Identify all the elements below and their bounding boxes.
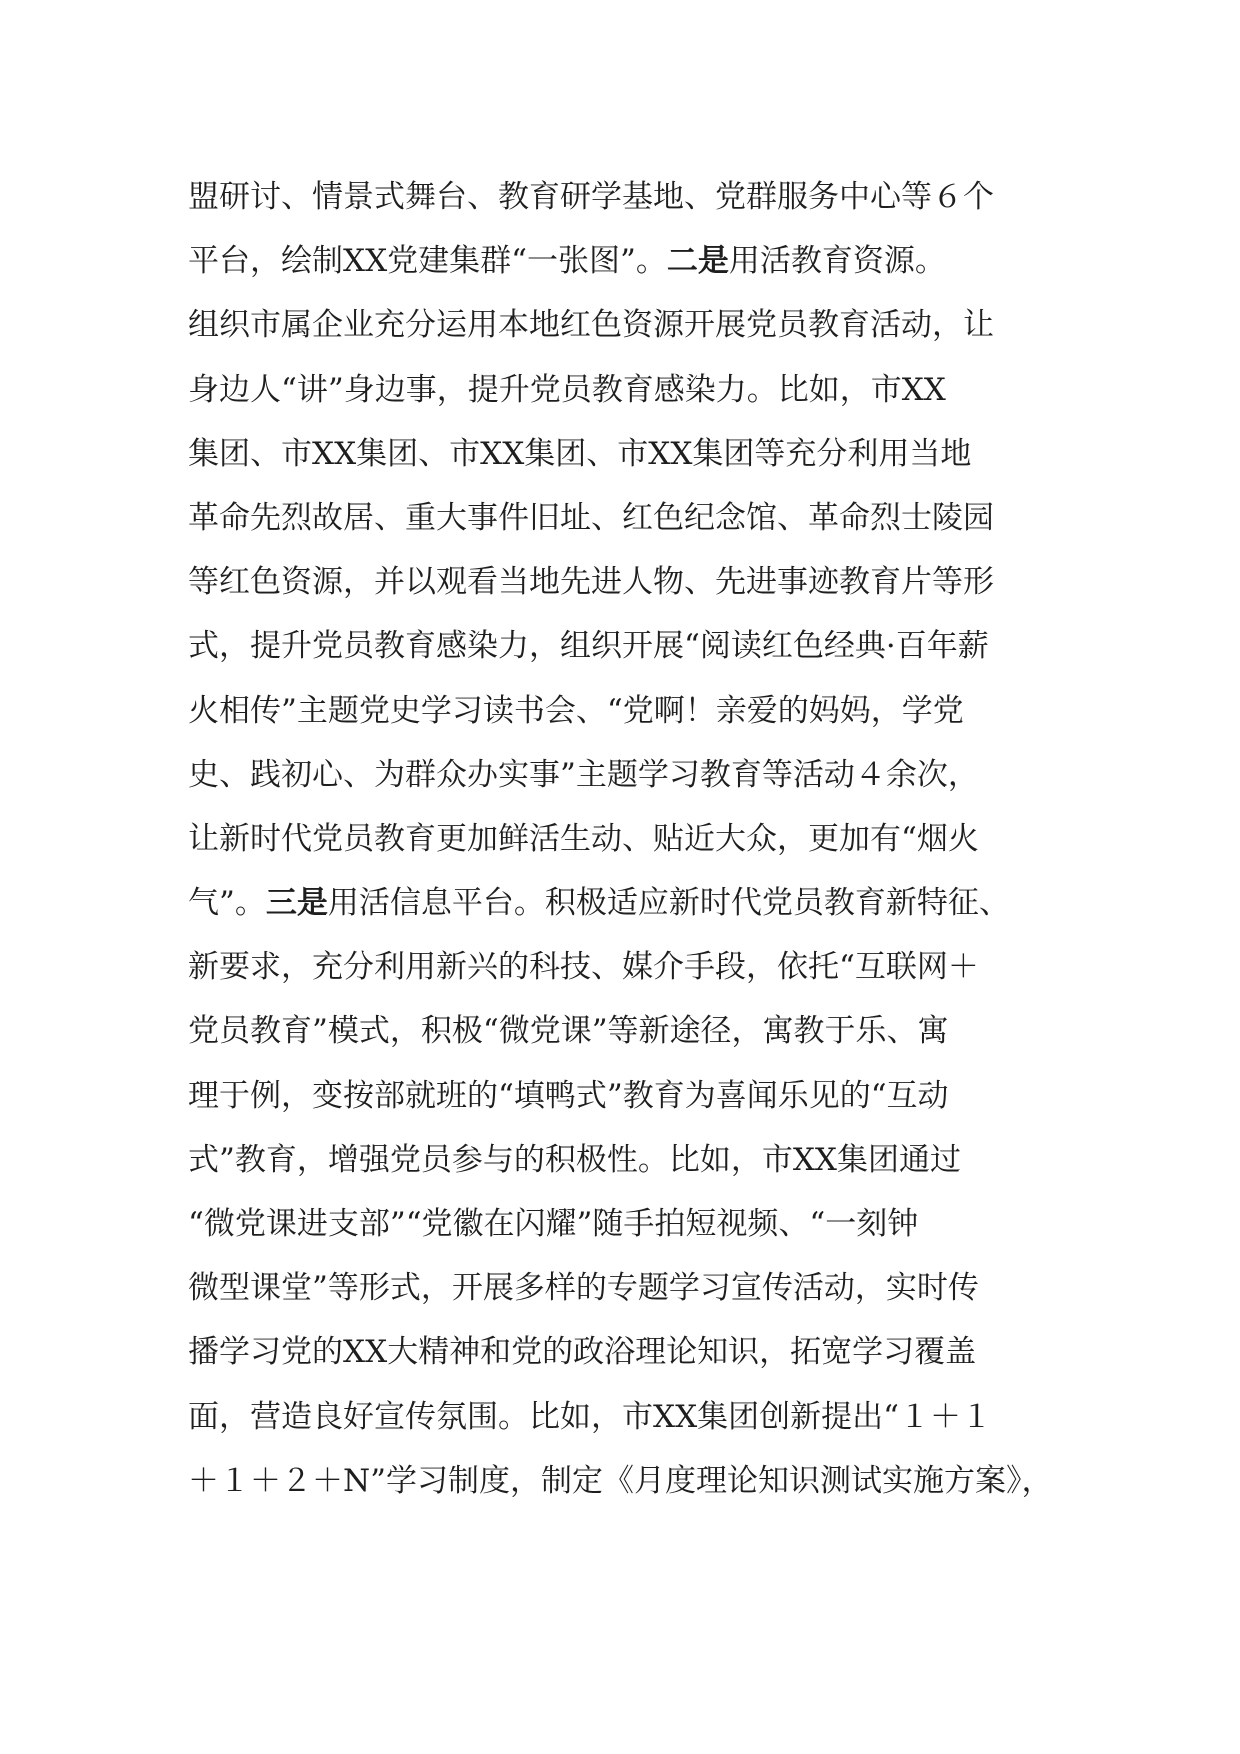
- text-run: 气”。: [188, 885, 266, 922]
- text-line: [188, 358, 1068, 422]
- text-line: [188, 679, 1068, 743]
- bold-text-run: 三是: [265, 885, 328, 922]
- text-line: [188, 229, 1068, 293]
- text-run: 盟研讨、情景式舞台、教育研学基地、党群服务中心等６个: [188, 179, 994, 215]
- text-line: [188, 807, 1068, 871]
- text-run: 用活教育资源。: [728, 243, 946, 280]
- text-line: [188, 871, 1068, 935]
- body-paragraph: [188, 165, 1068, 1513]
- text-run: 新要求，充分利用新兴的科技、媒介手段，依托“互联网＋: [188, 949, 979, 986]
- text-line: [188, 935, 1068, 999]
- text-line: [188, 1128, 1068, 1192]
- text-run: 平台，绘制XX党建集群“一张图”。: [188, 243, 667, 280]
- text-line: [188, 1256, 1068, 1320]
- text-run: 组织市属企业充分运用本地红色资源开展党员教育活动，让: [188, 307, 994, 344]
- text-run: ＋１＋２＋N”学习制度，制定《月度理论知识测试实施方案》，: [188, 1462, 1053, 1499]
- bold-text-run: 二是: [666, 243, 729, 280]
- text-run: 让新时代党员教育更加鲜活生动、贴近大众，更加有“烟火: [188, 820, 979, 857]
- text-run: 用活信息平台。积极适应新时代党员教育新特征、: [327, 885, 1010, 922]
- text-line: [188, 550, 1068, 614]
- text-run: 面，营造良好宣传氛围。比如，市XX集团创新提出“１＋１: [188, 1398, 992, 1435]
- text-run: 身边人“讲”身边事，提升党员教育感染力。比如，市XX: [188, 371, 946, 408]
- text-line: [188, 1192, 1068, 1256]
- text-line: [188, 1449, 1068, 1513]
- text-run: 等红色资源，并以观看当地先进人物、先进事迹教育片等形: [188, 564, 994, 601]
- text-line: [188, 1320, 1068, 1384]
- text-line: [188, 743, 1068, 807]
- text-line: [188, 614, 1068, 678]
- text-run: “微党课进支部”“党徽在闪耀”随手拍短视频、“一刻钟: [188, 1206, 919, 1242]
- text-run: 革命先烈故居、重大事件旧址、红色纪念馆、革命烈士陵园: [188, 499, 994, 536]
- text-run: 播学习党的XX大精神和党的政浴理论知识，拓宽学习覆盖: [188, 1334, 977, 1371]
- text-line: [188, 999, 1068, 1063]
- text-line: [188, 293, 1068, 357]
- text-run: 式”教育，增强党员参与的积极性。比如，市XX集团通过: [188, 1141, 961, 1178]
- text-run: 党员教育”模式，积极“微党课”等新途径，寓教于乐、寓: [188, 1013, 949, 1050]
- text-line: [188, 1385, 1068, 1449]
- text-line: [188, 422, 1068, 486]
- text-run: 史、践初心、为群众办实事”主题学习教育等活动４余次，: [188, 756, 979, 793]
- text-run: 集团、市XX集团、市XX集团、市XX集团等充分利用当地: [188, 435, 972, 472]
- text-run: 微型课堂”等形式，开展多样的专题学习宣传活动，实时传: [188, 1270, 979, 1307]
- text-run: 理于例，变按部就班的“填鸭式”教育为喜闻乐见的“互动: [188, 1077, 949, 1114]
- text-run: 式，提升党员教育感染力，组织开展“阅读红色经典·百年薪: [188, 628, 989, 665]
- text-line: [188, 1064, 1068, 1128]
- text-line: [188, 486, 1068, 550]
- text-line: [188, 165, 1068, 229]
- text-run: 火相传”主题党史学习读书会、“党啊！亲爱的妈妈，学党: [188, 692, 964, 729]
